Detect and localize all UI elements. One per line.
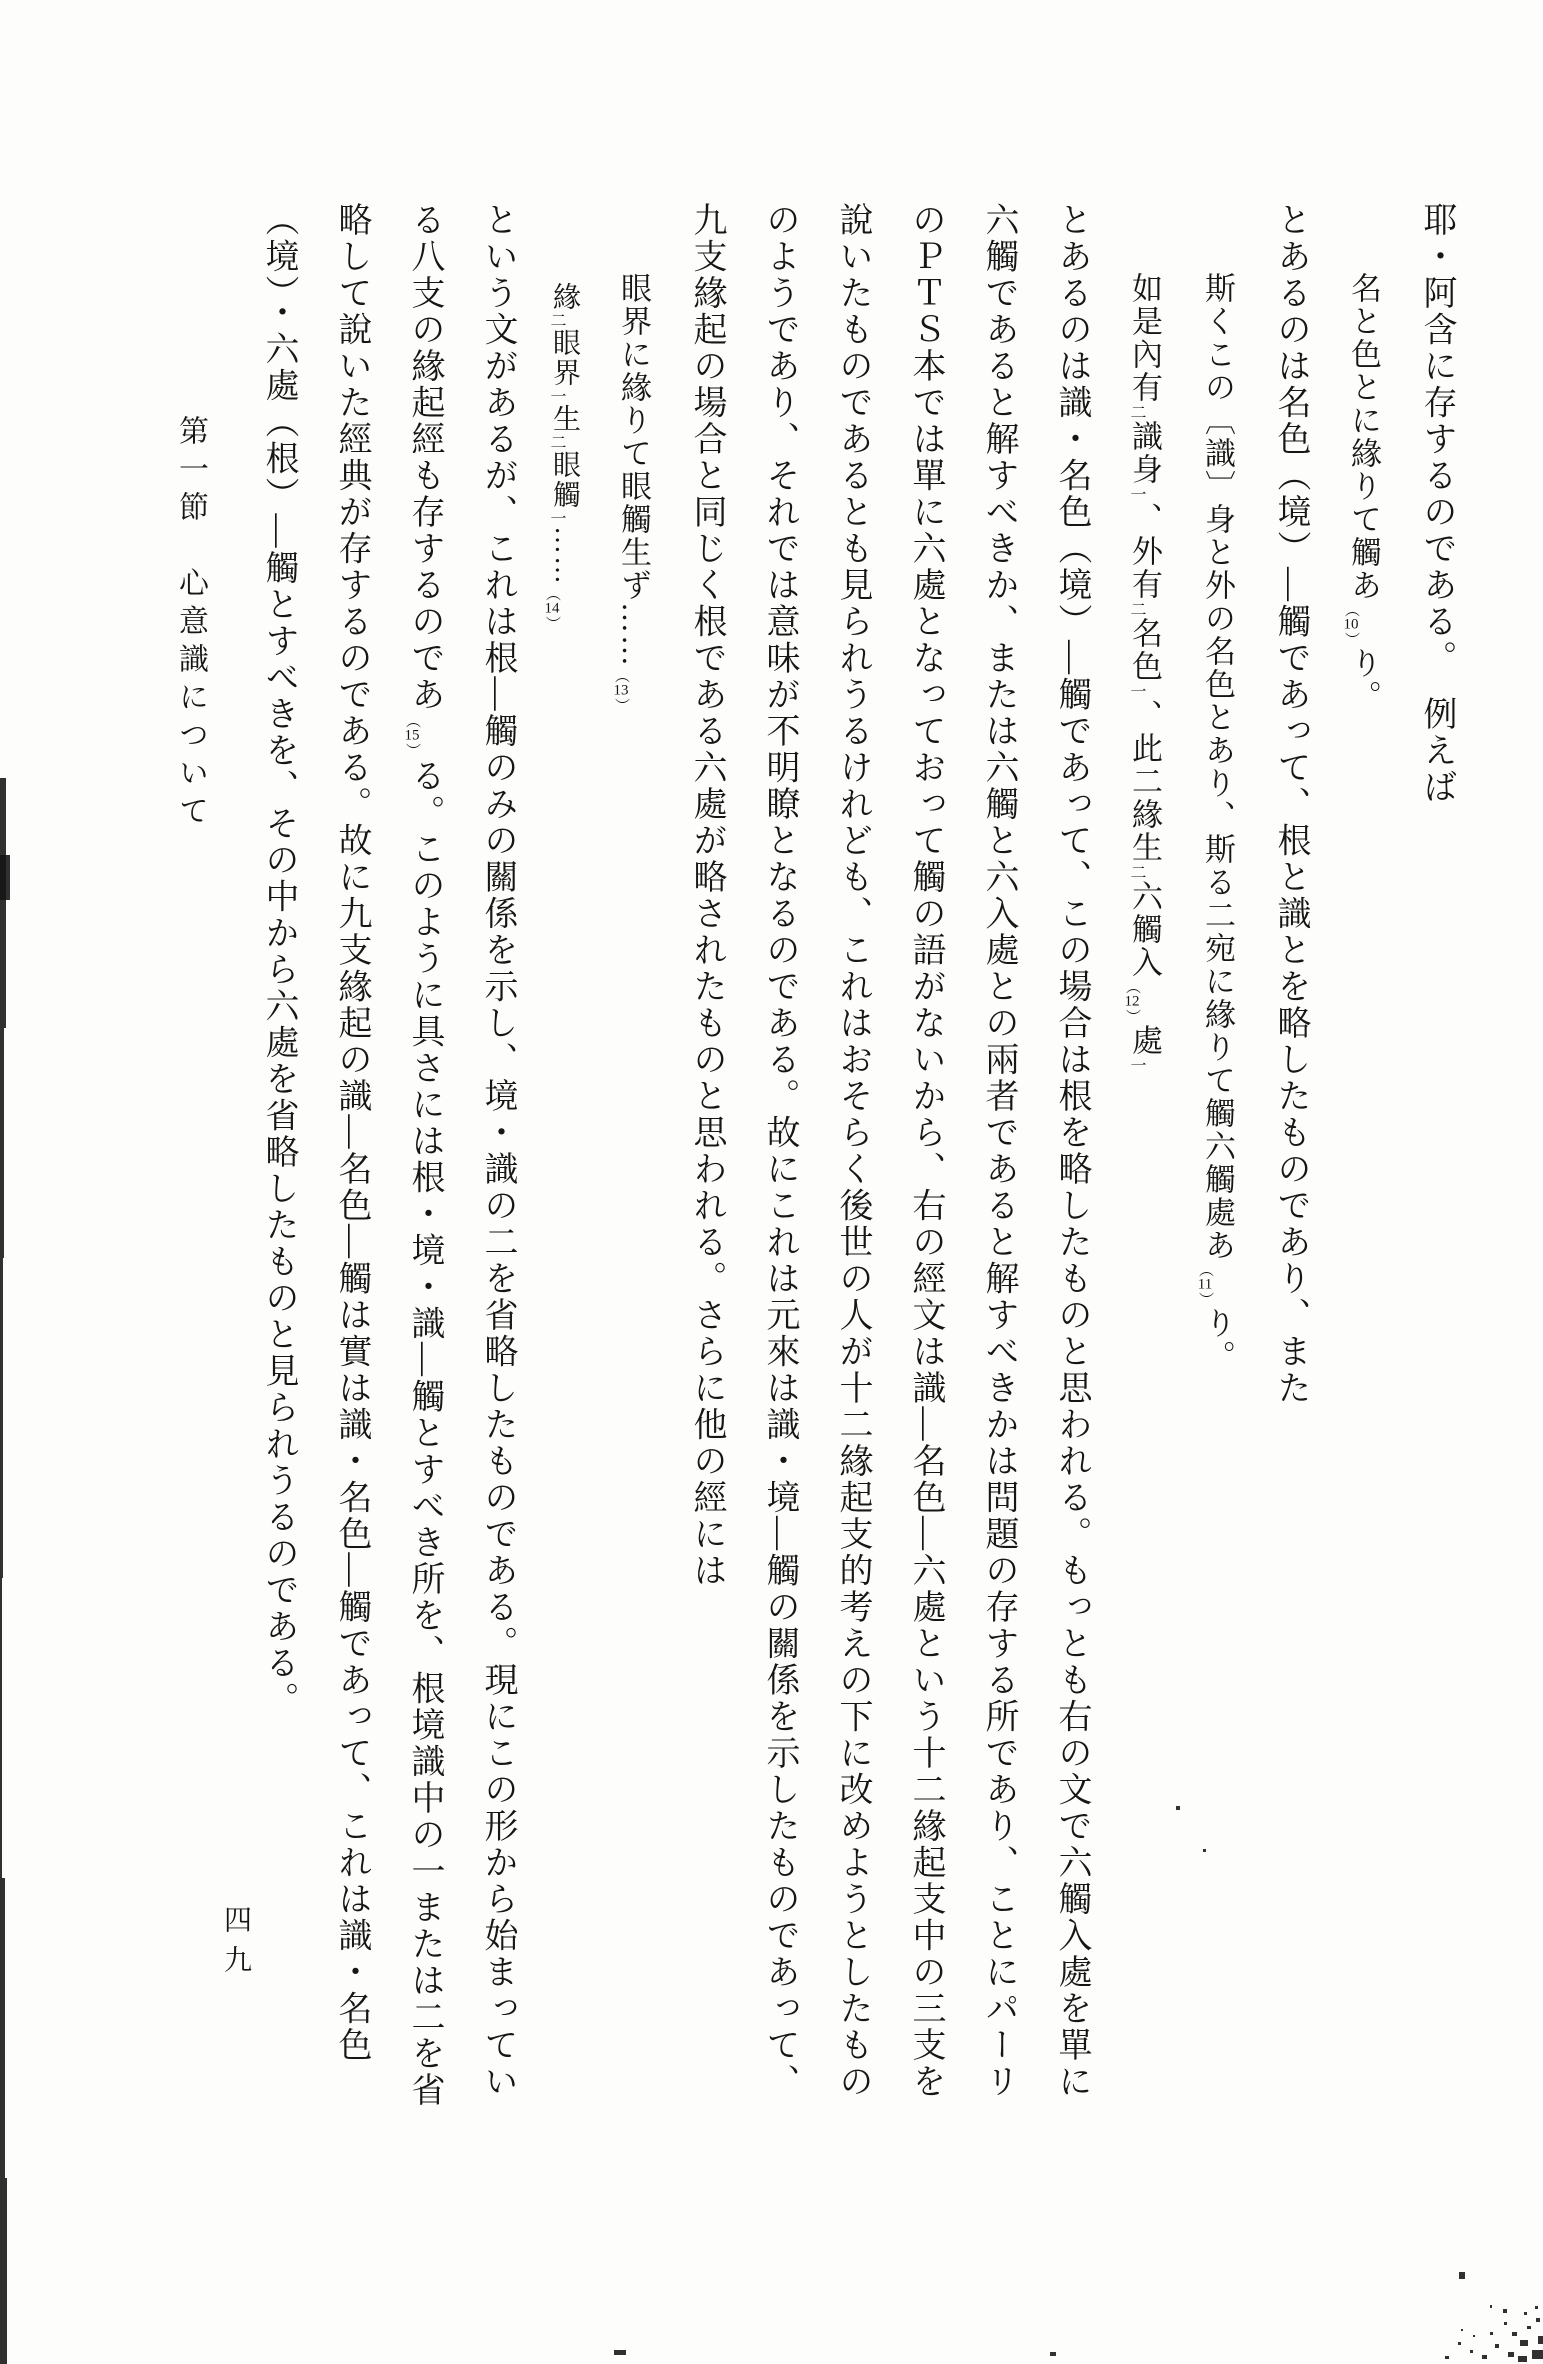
quote-column: 名と色とに緣りて觸あ（10）り。 [1343,272,1381,713]
scan-speck [1508,2352,1514,2357]
quote-column: 眼界に緣りて眼觸生ず……（13） [613,272,651,713]
text-column: 九支緣起の場合と同じく根である六處が略されたものと思われる。さらに他の經には [688,202,725,1589]
running-head: 第一節 心意識について [174,415,207,833]
kanbun-mark: 二 [1128,404,1145,420]
text-block [224,202,1455,2137]
scan-speck [1459,2272,1465,2279]
scan-speck [0,1878,5,2178]
kanbun-mark: 二 [1128,601,1145,617]
scan-speck [1470,2350,1473,2353]
quote-column: 如是內有二識身一、外有二名色一、此二緣生二六觸入（12）處一 [1124,272,1162,1073]
text-column: 六觸であると解すべきか、または六觸と六入處との兩者であると解すべきかは問題の存する所であり、ことにパーリ [980,202,1017,2100]
scan-speck [1520,2340,1528,2346]
footnote-marker: （14） [544,586,560,631]
scan-speck [0,1258,3,1578]
text-column: とあるのは名色（境）—觸であって、根と識とを略したものであり、また [1272,202,1309,1407]
scan-speck [1538,2336,1543,2344]
scan-speck [1504,2322,1507,2325]
kanbun-mark: 一 [548,510,565,526]
quote-column: 斯くこの〔識〕身と外の名色とあり、斯る二宛に緣りて觸六觸處あ（11）り。 [1197,272,1235,1373]
scan-speck [1503,2309,1507,2313]
scan-speck [1482,2355,1487,2359]
text-column: 略して說いた經典が存するのである。故に九支緣起の識—名色—觸は實は識・名色—觸であって、これは識・名色 [333,202,370,2064]
text-column: のようであり、それでは意味が不明瞭となるのである。故にこれは元來は識・境—觸の關係を示したものであって、 [761,202,798,2100]
scan-speck [1527,2326,1531,2329]
scan-speck [1536,2318,1540,2322]
text-column: （境）・六處（根）—觸とすべきを、その中から六處を省略したものと見られうるのである。 [260,202,297,1718]
scan-speck [1458,2342,1461,2345]
kanbun-mark: 二 [1128,864,1145,880]
text-column: のＰＴＳ本では單に六處となっておって觸の語がないから、右の經文は識—名色—六處という十二緣起支中の三支を [907,202,944,2100]
page-number: 四九 [220,1905,251,1985]
kanbun-mark: 一 [1128,683,1145,699]
scan-speck [1532,2350,1543,2359]
scan-speck [0,2178,7,2364]
scan-speck [0,1028,4,1258]
scan-speck [1535,2306,1538,2309]
text-column: という文があるが、これは根—觸のみの關係を示し、境・識の二を省略したものである。現にこの形から始まってい [479,202,516,2100]
scan-speck [1512,2332,1517,2336]
text-column: とあるのは識・名色（境）—觸であって、この場合は根を略したものと思われる。もっとも右の文で六觸入處を單に [1053,202,1090,2100]
footnote-marker: （15） [404,713,420,758]
scan-speck [614,2350,626,2355]
scan-speck [1473,2335,1475,2337]
scan-speck [1461,2329,1463,2331]
scan-speck [1176,1806,1180,1810]
footnote-marker: （10） [1343,602,1359,647]
scan-speck [1495,2344,1499,2348]
kanbun-mark: 一 [1128,486,1145,502]
footnote-marker: （11） [1197,1262,1213,1307]
text-column: 耶・阿含に存するのである。 例えば [1418,202,1455,806]
text-column: 說いたものであるとも見られうるけれども、これはおそらく後世の人が十二緣起支的考えの下に改めようとしたもの [834,202,871,2100]
scan-speck [0,1578,2,1878]
scan-speck [1490,2332,1493,2335]
scan-speck [1490,2305,1492,2308]
scan-speck [1445,2356,1449,2359]
footnote-marker: （12） [1124,979,1140,1024]
footnote-marker: （13） [613,668,629,713]
scan-speck [1050,2352,1056,2356]
kanbun-mark: 二 [548,434,565,450]
text-column: る八支の緣起經も存するのであ（15）る。このように具さには根・境・識—觸とすべき所を、根境識中の一または二を省 [404,202,443,2109]
kanbun-mark: 一 [1128,1057,1145,1073]
scan-speck [0,778,6,1028]
scan-speck [1203,1849,1206,1852]
scan-speck [0,855,10,900]
scan-speck [1518,2356,1527,2362]
scan-speck [1524,2312,1527,2315]
quote-column: 緣二眼界一生二眼觸一……（14） [544,282,580,631]
kanbun-mark: 二 [548,312,565,328]
kanbun-mark: 一 [548,388,565,404]
